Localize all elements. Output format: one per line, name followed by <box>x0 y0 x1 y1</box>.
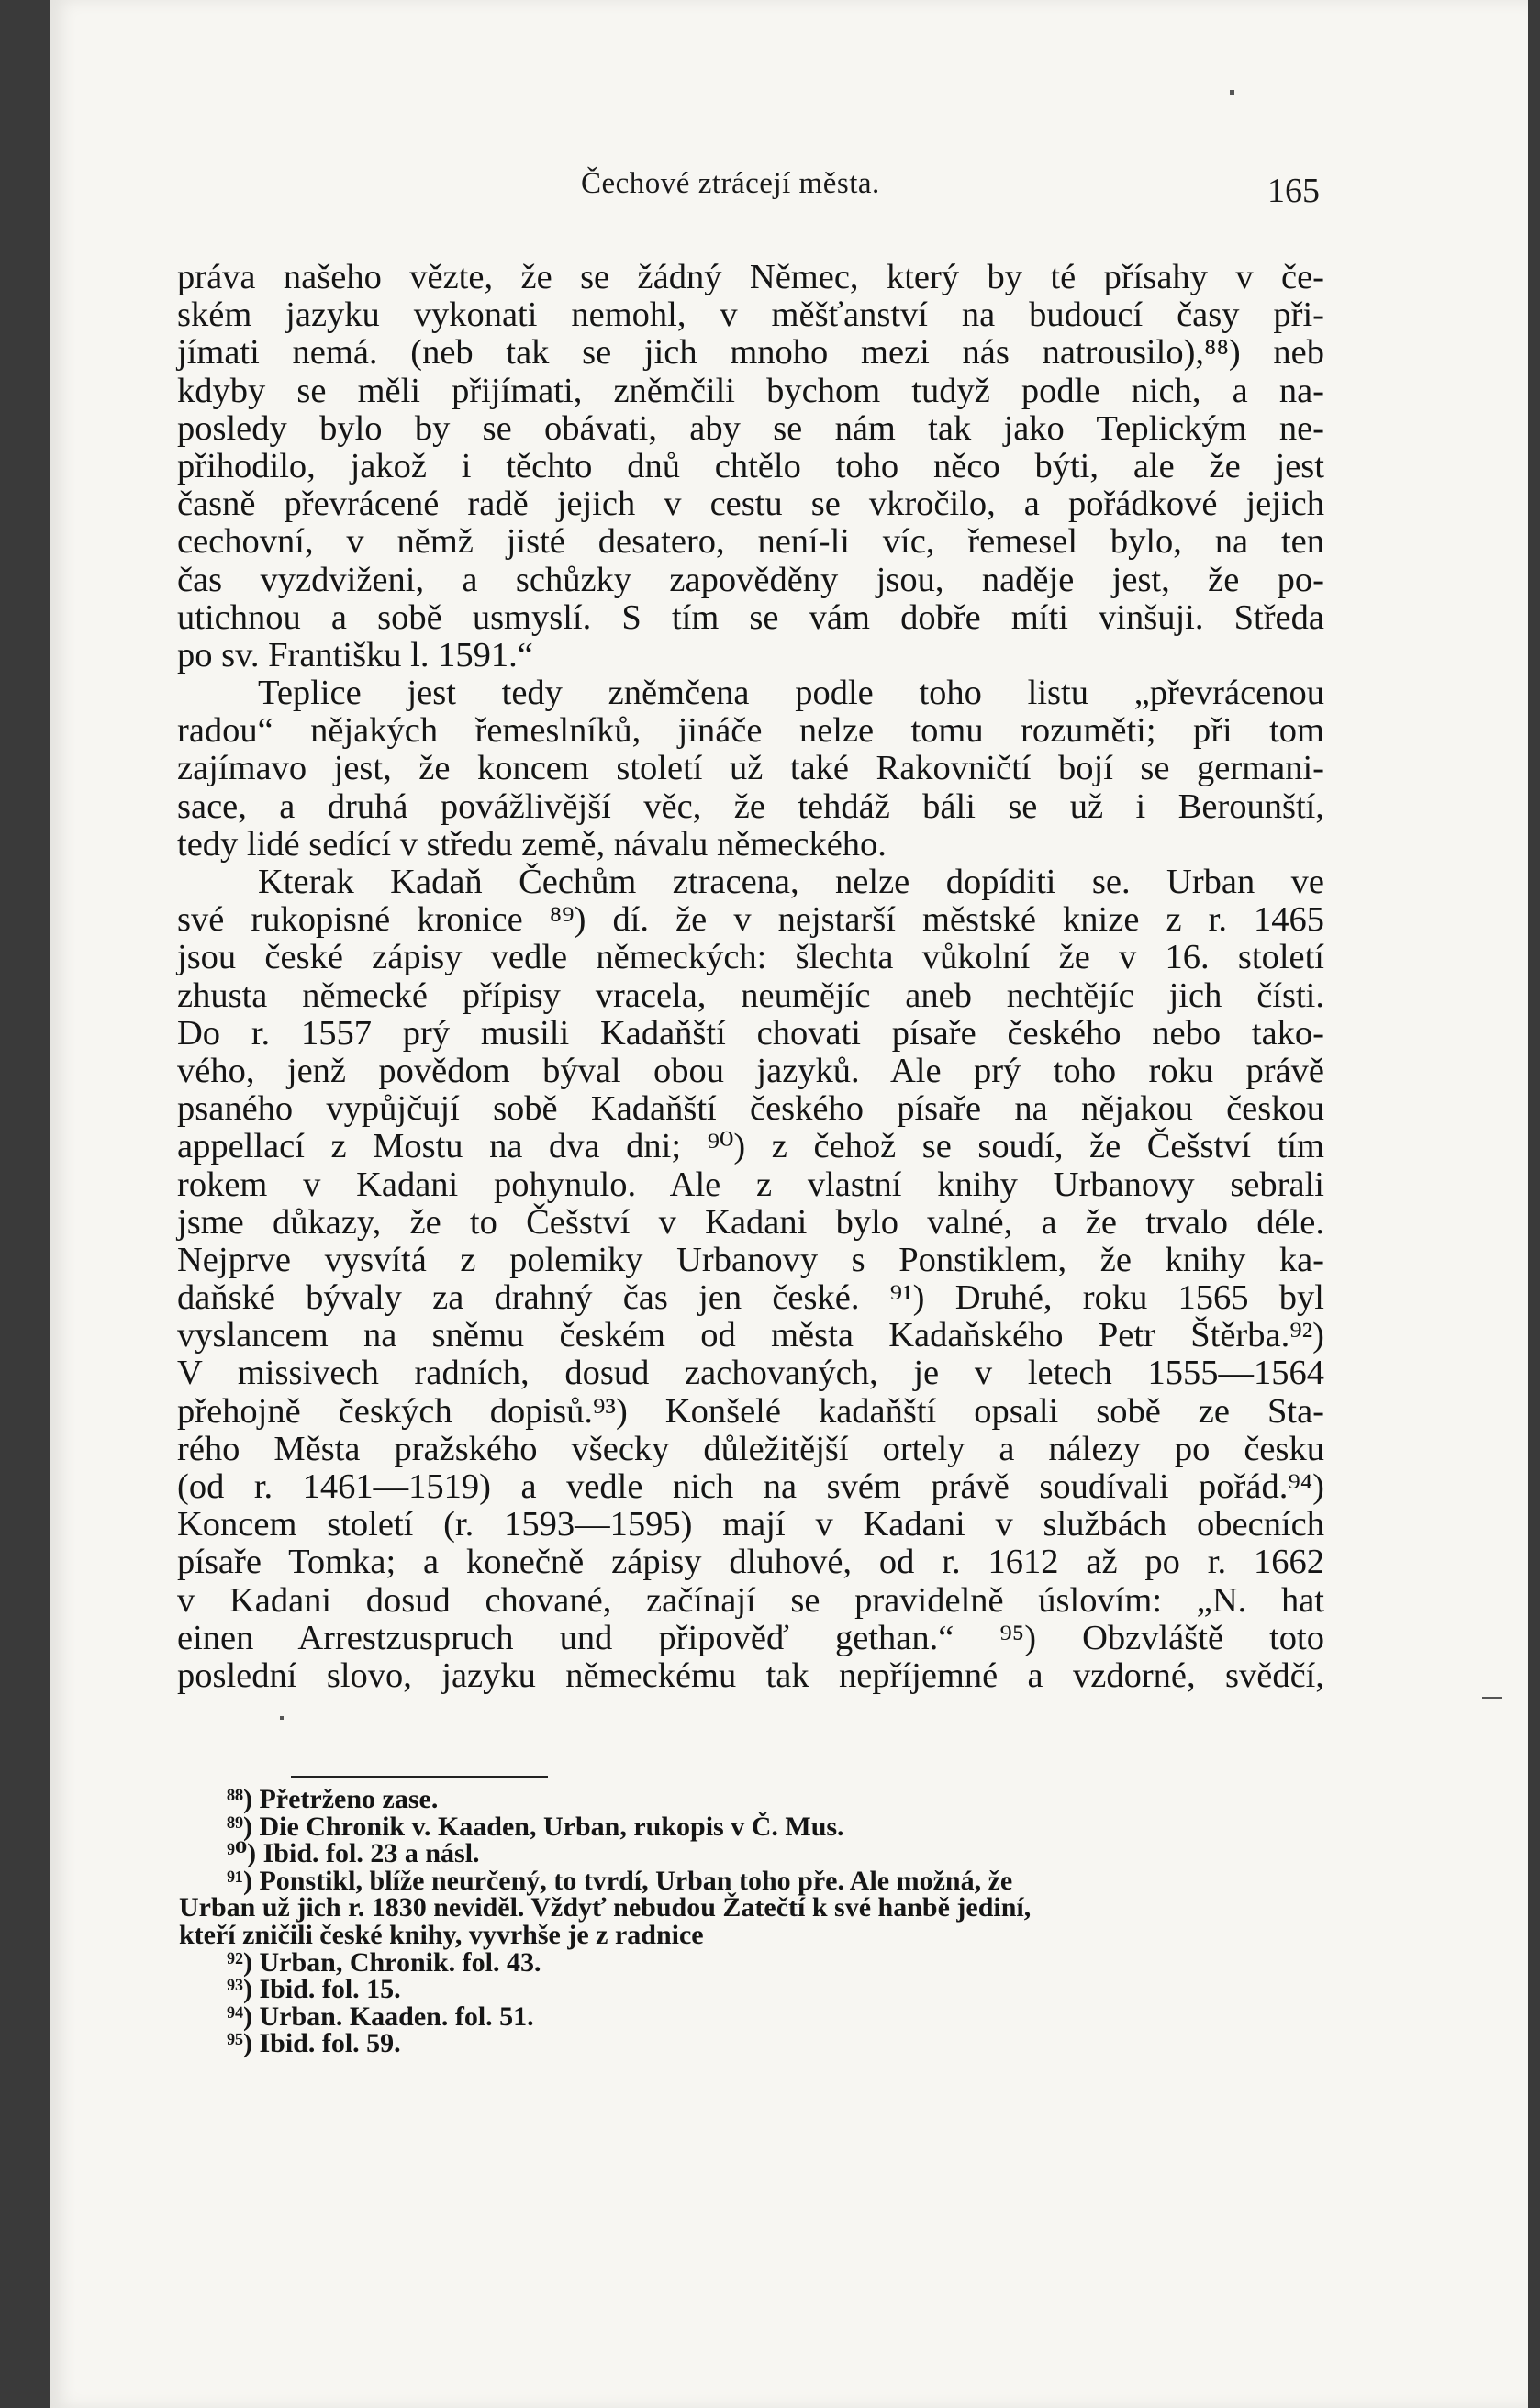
text-line: (od r. 1461—1519) a vedle nich na svém právě soudívali pořád.⁹⁴) <box>177 1467 1324 1506</box>
running-title: Čechové ztrácejí města. <box>581 167 880 200</box>
text-line: Koncem století (r. 1593—1595) mají v Kadani v službách obecních <box>177 1505 1324 1544</box>
print-tick <box>1482 1697 1502 1699</box>
text-line: psaného vypůjčují sobě Kadaňští českého písaře na nějakou českou <box>177 1089 1324 1129</box>
text-line: po sv. Františku l. 1591.“ <box>177 635 533 674</box>
footnote: ⁹⁴) Urban. Kaaden. fol. 51. <box>227 2001 534 2032</box>
text-line: cechovní, v němž jisté desatero, není-li víc, řemesel bylo, na ten <box>177 522 1324 562</box>
text-line: V missivech radních, dosud zachovaných, je v letech 1555—1564 <box>177 1354 1324 1393</box>
page-number: 165 <box>1267 172 1320 210</box>
book-page <box>50 0 1528 2408</box>
text-line: vyslancem na sněmu českém od města Kadaňského Petr Štěrba.⁹²) <box>177 1316 1324 1355</box>
main-text <box>177 259 1324 1695</box>
footnote: ⁸⁹) Die Chronik v. Kaaden, Urban, rukopis v Č. Mus. <box>227 1811 844 1842</box>
footnote: ⁹¹) Ponstikl, blíže neurčený, to tvrdí, Urban toho pře. Ale možná, že <box>227 1865 1013 1896</box>
text-line: jsou české zápisy vedle německých: šlechta vůkolní že v 16. století <box>177 938 1324 977</box>
print-speck <box>1230 90 1234 95</box>
text-line: Kterak Kadaň Čechům ztracena, nelze dopíditi se. Urban ve <box>258 863 1324 901</box>
text-line: ském jazyku vykonati nemohl, v měšťanství na budoucí časy při- <box>177 295 1324 335</box>
text-line: přehojně českých dopisů.⁹³) Konšelé kadaňští opsali sobě ze Sta- <box>177 1391 1324 1431</box>
text-line: v Kadani dosud chované, začínají se pravidelně úslovím: „N. hat <box>177 1580 1324 1620</box>
footnote: ⁸⁸) Přetrženo zase. <box>227 1784 439 1814</box>
text-line: rokem v Kadani pohynulo. Ale z vlastní knihy Urbanovy sebrali <box>177 1165 1324 1204</box>
text-line: práva našeho vězte, že se žádný Němec, který by té přísahy v če- <box>177 258 1324 296</box>
text-line: daňské bývaly za drahný čas jen české. ⁹¹) Druhé, roku 1565 byl <box>177 1278 1324 1318</box>
footnote-continuation: Urban už jich r. 1830 neviděl. Vždyť nebudou Žatečtí k své hanbě jediní, <box>179 1892 1032 1923</box>
text-line: posledy bylo by se obávati, aby se nám tak jako Teplickým ne- <box>177 408 1324 448</box>
text-line: radou“ nějakých řemeslníků, jináče nelze tomu rozuměti; při tom <box>177 711 1324 751</box>
footnote-continuation: kteří zničili české knihy, vyvrhše je z radnice <box>179 1919 704 1950</box>
footnote: ⁹³) Ibid. fol. 15. <box>227 1974 401 2005</box>
text-line: vého, jenž povědom býval obou jazyků. Ale prý toho roku právě <box>177 1051 1324 1090</box>
text-line: své rukopisné kronice ⁸⁹) dí. že v nejstarší městské knize z r. 1465 <box>177 900 1324 940</box>
footnotes <box>179 1784 1324 2059</box>
footnote: ⁹²) Urban, Chronik. fol. 43. <box>227 1946 541 1978</box>
text-line: přihodilo, jakož i těchto dnů chtělo toho něco býti, ale že jest <box>177 446 1324 485</box>
text-line: Nejprve vysvítá z polemiky Urbanovy s Ponstiklem, že knihy ka- <box>177 1240 1324 1279</box>
footnote: ⁹⁵) Ibid. fol. 59. <box>227 2028 401 2059</box>
text-line: Do r. 1557 prý musili Kadaňští chovati písaře českého nebo tako- <box>177 1013 1324 1053</box>
print-speck <box>280 1716 284 1720</box>
footnote-rule <box>291 1776 548 1778</box>
text-line: čas vyzdviženi, a schůzky zapověděny jsou, naděje jest, že po- <box>177 560 1324 599</box>
text-line: poslední slovo, jazyku německému tak nepříjemné a vzdorné, svědčí, <box>177 1656 1324 1695</box>
text-line: časně převrácené radě jejich v cestu se vkročilo, a pořádkové jejich <box>177 485 1324 524</box>
text-line: tedy lidé sedící v středu země, návalu německého. <box>177 824 887 864</box>
text-line: zajímavo jest, že koncem století už také Rakovničtí bojí se germani- <box>177 749 1324 788</box>
text-line: Teplice jest tedy zněmčena podle toho listu „převrácenou <box>258 674 1324 713</box>
page-header <box>50 162 1528 217</box>
text-line: zhusta německé přípisy vracela, neumějíc aneb nechtějíc jich čísti. <box>177 975 1324 1015</box>
text-line: jímati nemá. (neb tak se jich mnoho mezi nás natrousilo),⁸⁸) neb <box>177 333 1324 373</box>
text-line: sace, a druhá povážlivější věc, že tehdáž báli se už i Berounští, <box>177 786 1324 826</box>
text-line: písaře Tomka; a konečně zápisy dluhové, od r. 1612 až po r. 1662 <box>177 1543 1324 1582</box>
text-line: appellací z Mostu na dva dni; ⁹⁰) z čehož se soudí, že Češství tím <box>177 1127 1324 1166</box>
text-line: rého Města pražského všecky důležitější ortely a nálezy po česku <box>177 1429 1324 1468</box>
text-line: einen Arrestzuspruch und připověď gethan.“ ⁹⁵) Obzvláště toto <box>177 1618 1324 1657</box>
text-line: utichnou a sobě usmyslí. S tím se vám dobře míti vinšuji. Středa <box>177 597 1324 637</box>
text-line: kdyby se měli přijímati, zněmčili bychom tudyž podle nich, a na- <box>177 371 1324 410</box>
footnote: ⁹⁰) Ibid. fol. 23 a násl. <box>227 1838 480 1869</box>
text-line: jsme důkazy, že to Češství v Kadani bylo valné, a že trvalo déle. <box>177 1202 1324 1242</box>
